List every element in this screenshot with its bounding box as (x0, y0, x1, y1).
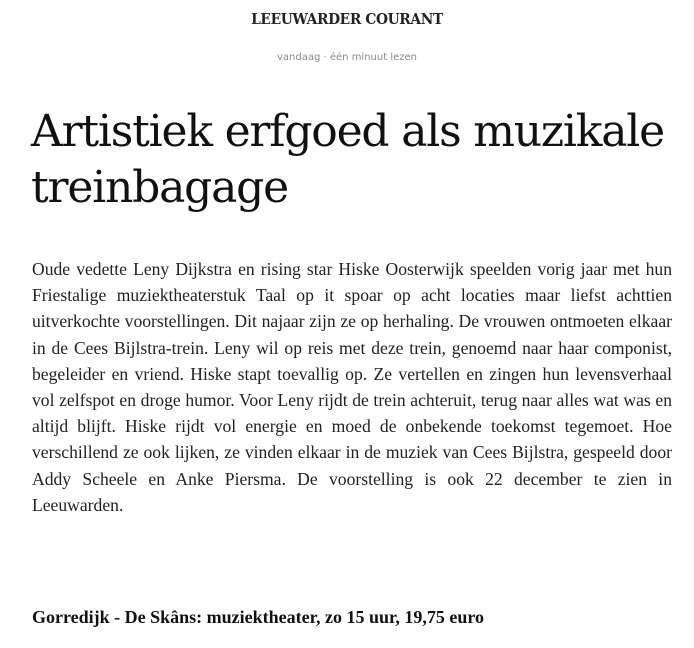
article-body: Oude vedette Leny Dijkstra en rising star Hiske Oosterwijk speelden vorig jaar met hun Friestalige muziektheaterstuk Taal op it spoar op acht locaties maar liefst achttien uitverkochte voorstellingen. Dit najaar zijn ze op herhaling. De vrouwen ontmoeten elkaar in de Cees Bijlstra-trein. Leny wil op reis met deze trein, genoemd naar haar componist, begeleider en vriend. Hiske stapt toevallig op. Ze vertellen en zingen hun levensverhaal vol zelfspot en droge humor. Voor Leny rijdt de trein achteruit, terug naar alles wat was en altijd blijft. Hiske rijdt vol energie en moed de onbekende toekomst tegemoet. Hoe verschillend ze ook lijken, ze vinden elkaar in de muziek van Cees Bijlstra, gespeeld door Addy Scheele en Anke Piersma. De voorstelling is ook 22 december te zien in Leeuwarden. (32, 259, 672, 515)
article-meta: vandaag · één minuut lezen (277, 52, 417, 63)
article-headline: Artistiek erfgoed als muzikale treinbagage (31, 106, 664, 213)
masthead-logo[interactable]: LEEUWARDER COURANT (251, 10, 443, 28)
event-info: Gorredijk - De Skâns: muziektheater, zo 15 uur, 19,75 euro (32, 607, 484, 627)
